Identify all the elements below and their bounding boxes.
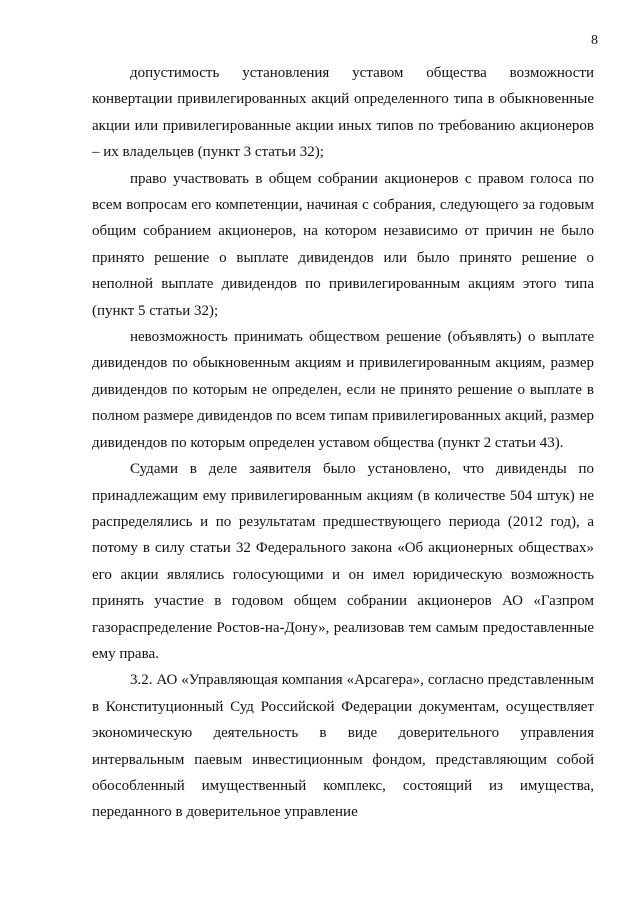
paragraph-voting-right: право участвовать в общем собрании акционеров с правом голоса по всем вопросам его компетенции, начиная с собрания, следующего за годовым общим собранием акционеров, на котором независимо от причин не было принято решение о выплате дивидендов или было принято решение о неполной выплате дивидендов по привилегированным акциям этого типа (пункт 5 статьи 32); bbox=[92, 170, 594, 319]
paragraph-section-3-2: 3.2. АО «Управляющая компания «Арсагера», согласно представленным в Конституционный Суд Российской Федерации документам, осуществляет экономическую деятельность в виде доверительного управления интервальным паевым инвестиционным фондом, представляющим собой обособленный имущественный комплекс, состоящий из имущества, переданного в доверительное управление bbox=[92, 672, 594, 821]
paragraph-conversion-right: допустимость установления уставом общества возможности конвертации привилегированных акций определенного типа в обыкновенные акции или привилегированные акции иных типов по требованию акционеров – их владельцев (пункт 3 статьи 32); bbox=[92, 65, 594, 161]
paragraph-dividend-restriction: невозможность принимать обществом решение (объявлять) о выплате дивидендов по обыкновенным акциям и привилегированным акциям, размер дивидендов по которым не определен, если не принято решение о выплате в полном размере дивидендов по всем типам привилегированных акций, размер дивидендов по которым определен уставом общества (пункт 2 статьи 43). bbox=[92, 329, 594, 451]
paragraph-court-findings: Судами в деле заявителя было установлено, что дивиденды по принадлежащим ему привилегированным акциям (в количестве 504 штук) не распределялись и по результатам предшествующего периода (2012 год), а потому в силу статьи 32 Федерального закона «Об акционерных обществах» его акции являлись голосующими и он имел юридическую возможность принять участие в годовом общем собрании акционеров АО «Газпром газораспределение Ростов-на-Дону», реализовав тем самым предоставленные ему права. bbox=[92, 461, 594, 662]
document-body bbox=[92, 60, 594, 826]
page-number: 8 bbox=[591, 33, 598, 48]
